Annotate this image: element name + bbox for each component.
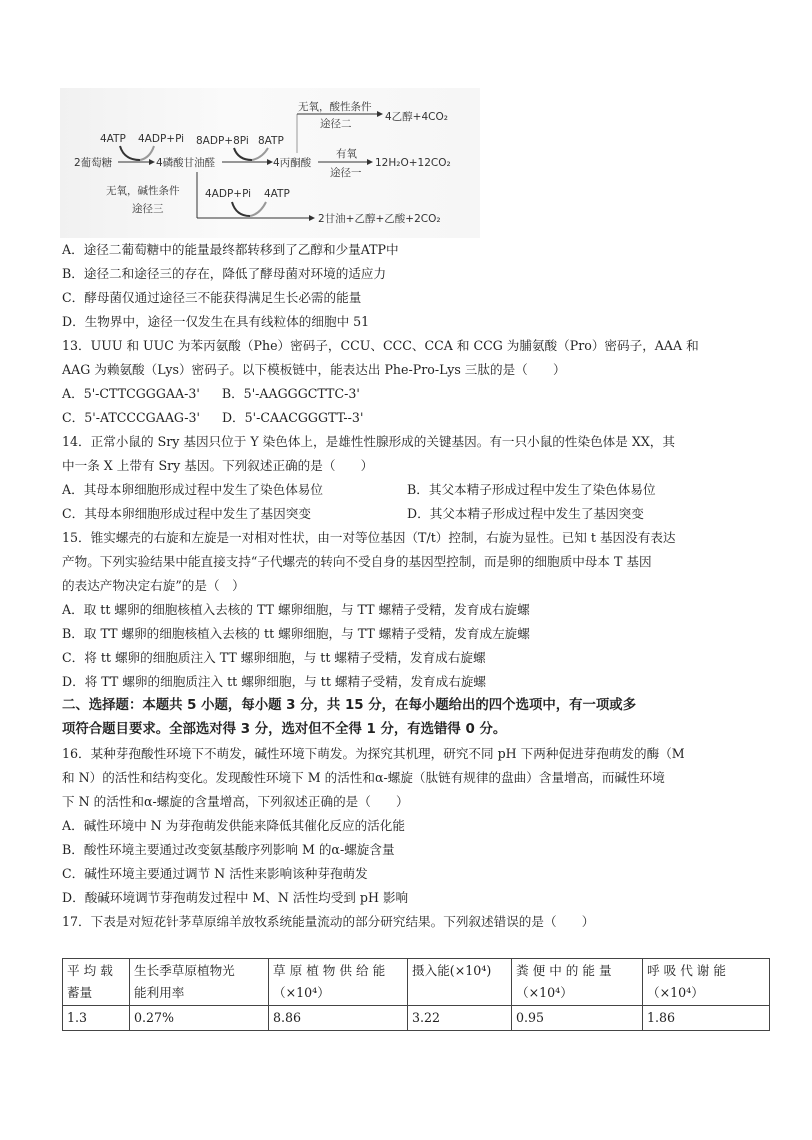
header-text: （×10⁴）	[516, 985, 573, 1000]
q15-stem: 15．锥实螺壳的右旋和左旋是一对相对性状，由一对等位基因（T/t）控制，右旋为显性。已知 t 基因没有表达	[62, 530, 676, 545]
header-text: 草 原 植 物 供 给 能	[273, 963, 386, 978]
header-cell	[512, 959, 643, 1006]
atp-curve	[120, 146, 140, 160]
adp-curve-3	[232, 202, 250, 216]
q15-stem: 的表达产物决定右旋”的是（ ）	[62, 578, 245, 593]
q15-option-b: B．取 TT 螺卵的细胞核植入去核的 tt 螺卵细胞，与 TT 螺精子受精，发育成左旋螺	[62, 626, 530, 641]
q12-option-d: D．生物界中，途径一仅发生在具有线粒体的细胞中 51	[62, 314, 370, 329]
adp-curve	[140, 146, 154, 160]
q16-stem: 和 N）的活性和结构变化。发现酸性环境下 M 的活性和α-螺旋（肽链有规律的盘曲）含量增高，而碱性环境	[62, 770, 665, 785]
q12-option-b: B．途径二和途径三的存在，降低了酵母菌对环境的适应力	[62, 266, 387, 281]
header-text	[412, 982, 507, 1004]
atp-input-label: 4ATP	[100, 133, 126, 145]
g3p-label: 4磷酸甘油醛	[156, 157, 216, 169]
q16-stem: 16．某种芽孢酸性环境下不萌发，碱性环境下萌发。为探究其机理，研究不同 pH 下两种促进芽孢萌发的酶（M	[62, 746, 685, 761]
header-cell	[63, 959, 130, 1006]
q14-option-b: B．其父本精子形成过程中发生了染色体易位	[407, 482, 656, 497]
header-text: （×10⁴）	[647, 985, 704, 1000]
q17-stem: 17．下表是对短花针茅草原绵羊放牧系统能量流动的部分研究结果。下列叙述错误的是（ ）	[62, 914, 595, 929]
q13-option-c: C．5'-ATCCCGAAG-3'	[62, 410, 200, 425]
header-text: 生长季草原植物光	[134, 963, 235, 978]
table-cell: 8.86	[269, 1006, 408, 1031]
atp-curve-2	[234, 148, 252, 160]
section-heading: 二、选择题：本题共 5 小题，每小题 3 分，共 15 分，在每小题给出的四个选项中，有一项或多	[62, 698, 637, 713]
table-header-row	[63, 959, 770, 1006]
path3-condition: 无氧，碱性条件	[106, 185, 180, 197]
path1-condition: 有氧	[336, 148, 357, 160]
metabolic-pathway-diagram	[60, 88, 480, 238]
table-cell: 0.27%	[130, 1006, 269, 1031]
table-cell: 0.95	[512, 1006, 643, 1031]
q15-option-d: D．将 TT 螺卵的细胞质注入 tt 螺卵细胞，与 tt 螺精子受精，发育成右旋螺	[62, 674, 487, 689]
atp-curve-3	[250, 202, 266, 216]
pyruvate-label: 4丙酮酸	[273, 157, 312, 169]
q13-option-b: B．5'-AAGGGCTTC-3'	[221, 386, 360, 401]
section-heading: 项符合题目要求。全部选对得 3 分，选对但不全得 1 分，有选错得 0 分。	[62, 722, 507, 737]
q12-option-c: C．酵母菌仅通过途径三不能获得满足生长必需的能量	[62, 290, 362, 305]
q13-stem: 13．UUU 和 UUC 为苯丙氨酸（Phe）密码子，CCU、CCC、CCA 和 CCG 为脯氨酸（Pro）密码子，AAA 和	[62, 338, 699, 353]
adp-curve-2	[252, 148, 268, 160]
glucose-label: 2葡萄糖	[74, 157, 113, 169]
path3-name: 途径三	[132, 203, 164, 215]
q14-stem: 14．正常小鼠的 Sry 基因只位于 Y 染色体上，是雄性性腺形成的关键基因。有一只小鼠的性染色体是 XX，其	[62, 434, 675, 449]
header-cell	[269, 959, 408, 1006]
q16-option-c: C．碱性环境主要通过调节 N 活性来影响该种芽孢萌发	[62, 866, 368, 881]
q13-option-d: D．5'-CAACGGGTT--3'	[221, 410, 364, 425]
q14-stem: 中一条 X 上带有 Sry 基因。下列叙述正确的是（ ）	[62, 458, 374, 473]
adp-input2-label: 8ADP+8Pi	[196, 135, 249, 147]
table-cell: 3.22	[408, 1006, 512, 1031]
q14-option-d: D．其父本精子形成过程中发生了基因突变	[407, 506, 644, 521]
q12-option-a: A．途径二葡萄糖中的能量最终都转移到了乙醇和少量ATP中	[62, 242, 399, 257]
atp-output3-label: 4ATP	[264, 188, 290, 200]
q14-option-c: C．其母本卵细胞形成过程中发生了基因突变	[62, 506, 311, 521]
header-text: 能利用率	[134, 985, 185, 1000]
q16-option-d: D．酸碱环境调节芽孢萌发过程中 M、N 活性均受到 pH 影响	[62, 890, 409, 905]
path2-product: 4乙醇+4CO₂	[385, 111, 448, 123]
header-text: 蓄量	[67, 985, 93, 1000]
path1-product: 12H₂O+12CO₂	[375, 157, 451, 169]
header-text: （×10⁴）	[273, 985, 330, 1000]
table-cell: 1.3	[63, 1006, 130, 1031]
q16-option-a: A．碱性环境中 N 为芽孢萌发供能来降低其催化反应的活化能	[62, 818, 405, 833]
header-text: 摄入能(×10⁴)	[412, 963, 492, 978]
q13-stem: AAG 为赖氨酸（Lys）密码子。以下模板链中，能表达出 Phe-Pro-Lys 三肽的是（ ）	[62, 362, 566, 377]
adp-output-label: 4ADP+Pi	[138, 133, 185, 145]
header-text: 粪 便 中 的 能 量	[516, 963, 612, 978]
q15-option-c: C．将 tt 螺卵的细胞质注入 TT 螺卵细胞，与 tt 螺精子受精，发育成右旋螺	[62, 650, 486, 665]
adp-input3-label: 4ADP+Pi	[205, 188, 252, 200]
q14-option-a: A．其母本卵细胞形成过程中发生了染色体易位	[62, 482, 323, 497]
table-row	[63, 1006, 770, 1031]
header-cell	[408, 959, 512, 1006]
q15-option-a: A．取 tt 螺卵的细胞核植入去核的 TT 螺卵细胞，与 TT 螺精子受精，发育成右旋螺	[62, 602, 530, 617]
header-cell	[643, 959, 770, 1006]
table-cell: 1.86	[643, 1006, 770, 1031]
path1-name: 途径一	[330, 167, 362, 179]
q16-option-b: B．酸性环境主要通过改变氨基酸序列影响 M 的α-螺旋含量	[62, 842, 395, 857]
question-content	[62, 238, 774, 934]
path3-product: 2甘油+乙醇+乙酸+2CO₂	[318, 213, 441, 225]
energy-flow-table	[62, 958, 770, 1031]
header-text: 呼 吸 代 谢 能	[647, 963, 726, 978]
q16-stem: 下 N 的活性和α-螺旋的含量增高，下列叙述正确的是（ ）	[62, 794, 409, 809]
atp-output2-label: 8ATP	[258, 135, 284, 147]
header-cell	[130, 959, 269, 1006]
header-text: 平 均 载	[67, 963, 113, 978]
q15-stem: 产物。下列实验结果中能直接支持“子代螺壳的转向不受自身的基因型控制，而是卵的细胞质中母本 T 基因	[62, 554, 652, 569]
path2-name: 途径二	[320, 118, 352, 130]
path2-condition: 无氧，酸性条件	[298, 101, 372, 113]
pathway-svg	[60, 88, 480, 238]
q13-option-a: A．5'-CTTCGGGAA-3'	[62, 386, 200, 401]
